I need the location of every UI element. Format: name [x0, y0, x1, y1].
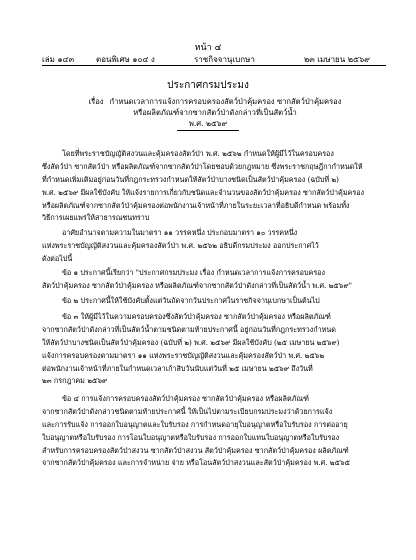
subject-text-1: กำหนดเวลาการแจ้งการครอบครองสัตว์ป่าคุ้มครอง ซากสัตว์ป่าคุ้มครอง [109, 97, 342, 106]
paragraph-preamble [42, 148, 386, 225]
paragraph-line: ซึ่งสัตว์ป่า ซากสัตว์ป่า หรือผลิตภัณฑ์จากซากสัตว์ป่าโดยชอบด้วยกฎหมาย ซึ่งพระราชกฤษฎีกากำหนดให้ [42, 161, 363, 171]
paragraph-line: ให้สัตว์ป่าบางชนิดเป็นสัตว์ป่าคุ้มครอง (ฉบับที่ ๒) พ.ศ. ๒๕๖๙ มีผลใช้บังคับ (๒๕ เมษายน ๒๕๖๙) [42, 337, 340, 347]
paragraph-line: ที่กำหนดเพิ่มเติมอยู่ก่อนวันที่กฎกระทรวงกำหนดให้สัตว์ป่าบางชนิดเป็นสัตว์ป่าคุ้มครอง (ฉบับที่ ๒) [42, 174, 339, 184]
paragraph-line: พ.ศ. ๒๕๖๙ มีผลใช้บังคับ ให้แจ้งรายการเกี่ยวกับชนิดและจำนวนของสัตว์ป่าคุ้มครอง ซากสัตว์ป่าคุ้มครอง [42, 187, 365, 197]
paragraph-line: ๒๓ กรกฎาคม ๒๕๖๙ [42, 376, 108, 386]
paragraph-line: แห่งพระราชบัญญัติสงวนและคุ้มครองสัตว์ป่า พ.ศ. ๒๕๖๒ อธิบดีกรมประมง ออกประกาศไว้ [42, 240, 319, 250]
gazette-name: ราชกิจจานุเบกษา [194, 55, 255, 64]
paragraph-line: และการรับแจ้ง การออกใบอนุญาตและใบรับรอง การกำหนดอายุใบอนุญาตหรือใบรับรอง การต่ออายุ [42, 419, 348, 429]
title-divider [177, 130, 239, 131]
subject-line-2: หรือผลิตภัณฑ์จากซากสัตว์ป่าดังกล่าวที่เป็นสัตว์น้ำ [133, 108, 297, 117]
paragraph-line: ใบอนุญาตหรือใบรับรอง การโอนใบอนุญาตหรือใบรับรอง การออกใบแทนใบอนุญาตหรือใบรับรอง [42, 432, 340, 442]
paragraph-line: สำหรับการครอบครองสัตว์ป่าสงวน ซากสัตว์ป่าสงวน สัตว์ป่าคุ้มครอง ซากสัตว์ป่าคุ้มครอง ผลิตภัณฑ์ [42, 445, 349, 455]
announcement-title: ประกาศกรมประมง [167, 80, 249, 91]
paragraph-line: โดยที่พระราชบัญญัติสงวนและคุ้มครองสัตว์ป่า พ.ศ. ๒๕๖๒ กำหนดให้ผู้มีไว้ในครอบครอง [62, 149, 334, 158]
paragraph-line: ข้อ ๔ การแจ้งการครอบครองสัตว์ป่าคุ้มครอง ซากสัตว์ป่าคุ้มครอง หรือผลิตภัณฑ์ [62, 394, 309, 403]
paragraph-line: แจ้งการครอบครองตามมาตรา ๑๑ แห่งพระราชบัญญัติสงวนและคุ้มครองสัตว์ป่า พ.ศ. ๒๕๖๒ [42, 350, 325, 360]
header-divider [42, 65, 386, 66]
paragraph-line: อาศัยอำนาจตามความในมาตรา ๑๑ วรรคหนึ่ง ประกอบมาตรา ๑๐ วรรคหนึ่ง [62, 228, 298, 237]
clause-1 [42, 267, 386, 293]
page-number: หน้า ๔ [194, 43, 222, 53]
paragraph-line: ข้อ ๓ ให้ผู้มีไว้ในความครอบครองซึ่งสัตว์ป่าคุ้มครอง ซากสัตว์ป่าคุ้มครอง หรือผลิตภัณฑ์ [62, 312, 331, 321]
clause-2 [42, 295, 386, 308]
publication-date: ๒๓ เมษายน ๒๕๖๙ [304, 55, 371, 64]
paragraph-line: จากซากสัตว์ป่าคุ้มครอง และการจำหน่าย จ่าย หรือโอนสัตว์ป่าสงวนและสัตว์ป่าคุ้มครอง พ.ศ. ๒๕๖๕ [42, 458, 350, 468]
paragraph-line: จากซากสัตว์ป่าดังกล่าวชนิดตามท้ายประกาศนี้ ให้เป็นไปตามระเบียบกรมประมงว่าด้วยการแจ้ง [42, 406, 333, 416]
volume-number: เล่ม ๑๔๓ [42, 55, 75, 64]
paragraph-line: ข้อ ๑ ประกาศนี้เรียกว่า "ประกาศกรมประมง เรื่อง กำหนดเวลาการแจ้งการครอบครอง [62, 268, 326, 277]
paragraph-line: ข้อ ๒ ประกาศนี้ให้ใช้บังคับตั้งแต่วันถัดจากวันประกาศในราชกิจจานุเบกษาเป็นต้นไป [62, 296, 320, 305]
clause-4 [42, 393, 386, 470]
paragraph-authority [42, 227, 386, 266]
clause-3 [42, 311, 386, 388]
paragraph-line: ต่อพนักงานเจ้าหน้าที่ภายในกำหนดเวลาเก้าสิบวันนับแต่วันที่ ๒๕ เมษายน ๒๕๖๙ ถึงวันที่ [42, 363, 313, 373]
paragraph-line: วิธีการเผยแพร่ให้สาธารณชนทราบ [42, 213, 150, 223]
subject-label: เรื่อง [88, 97, 104, 106]
paragraph-line: หรือผลิตภัณฑ์จากซากสัตว์ป่าคุ้มครองต่อพนักงานเจ้าหน้าที่ภายในระยะเวลาที่อธิบดีกำหนด พร้อมทั้ง [42, 200, 350, 210]
paragraph-line: จากซากสัตว์ป่าดังกล่าวที่เป็นสัตว์น้ำตามชนิดตามท้ายประกาศนี้ อยู่ก่อนวันที่กฎกระทรวงกำหนด [42, 324, 336, 334]
issue-number: ตอนพิเศษ ๑๐๔ ง [96, 55, 155, 64]
paragraph-line: ดังต่อไปนี้ [42, 253, 73, 263]
paragraph-line: สัตว์ป่าคุ้มครอง ซากสัตว์ป่าคุ้มครอง หรือผลิตภัณฑ์จากซากสัตว์ป่าดังกล่าวที่เป็นสัตว์น้ำ พ.ศ. ๒๕๖๙" [42, 280, 352, 290]
announcement-year: พ.ศ. ๒๕๖๙ [188, 119, 228, 128]
